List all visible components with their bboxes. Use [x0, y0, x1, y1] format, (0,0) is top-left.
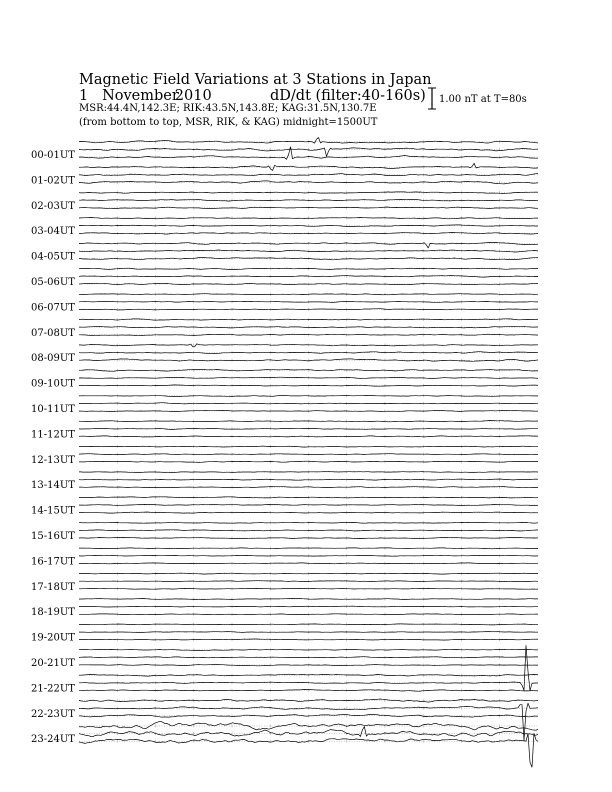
row-16-17UT	[31, 547, 538, 568]
row-label: 20-21UT	[31, 658, 75, 669]
scale-bar-label: 1.00 nT at T=80s	[439, 94, 527, 105]
chart-title: Magnetic Field Variations at 3 Stations in Japan	[79, 72, 432, 88]
row-06-07UT	[31, 293, 538, 314]
row-14-15UT	[31, 496, 538, 517]
row-label: 19-20UT	[31, 632, 75, 644]
station-coordinates: MSR:44.4N,142.3E; RIK:43.5N,143.8E; KAG:31.5N,130.7E	[79, 103, 377, 114]
rows-layer	[31, 138, 538, 768]
row-label: 16-17UT	[31, 556, 75, 568]
row-23-24UT	[31, 721, 538, 767]
row-label: 18-19UT	[31, 607, 75, 619]
row-01-02UT	[31, 163, 538, 186]
row-label: 01-02UT	[31, 175, 75, 187]
row-15-16UT	[31, 521, 538, 542]
row-label: 00-01UT	[31, 150, 75, 161]
row-07-08UT	[31, 318, 538, 339]
row-11-12UT	[31, 420, 538, 441]
trace-KAG	[79, 163, 538, 170]
row-label: 17-18UT	[31, 581, 75, 593]
row-label: 21-22UT	[31, 683, 75, 695]
row-02-03UT	[31, 191, 538, 212]
row-22-23UT	[31, 699, 538, 741]
row-label: 09-10UT	[31, 378, 75, 390]
row-21-22UT	[31, 646, 538, 695]
row-label: 13-14UT	[31, 480, 75, 492]
row-20-21UT	[31, 648, 538, 669]
row-label: 07-08UT	[31, 327, 75, 339]
date-year: 2010	[174, 88, 212, 104]
row-label: 22-23UT	[31, 708, 75, 720]
row-18-19UT	[31, 598, 538, 619]
scale-bar	[428, 88, 436, 109]
row-03-04UT	[31, 217, 538, 238]
row-label: 04-05UT	[31, 251, 75, 263]
row-label: 02-03UT	[31, 200, 75, 212]
row-05-06UT	[31, 267, 538, 288]
row-10-11UT	[31, 394, 538, 415]
row-08-09UT	[31, 344, 538, 365]
row-label: 06-07UT	[31, 302, 75, 314]
station-order-note: (from bottom to top, MSR, RIK, & KAG) midnight=1500UT	[79, 117, 378, 128]
row-label: 14-15UT	[31, 505, 75, 517]
row-label: 12-13UT	[31, 454, 75, 466]
row-04-05UT	[31, 242, 538, 263]
trace-MSR	[79, 733, 538, 767]
row-label: 15-16UT	[31, 531, 75, 542]
date-day: 1	[79, 88, 89, 104]
row-17-18UT	[31, 572, 538, 593]
row-label: 23-24UT	[31, 734, 75, 746]
row-19-20UT	[31, 623, 538, 644]
row-00-01UT	[31, 138, 538, 162]
row-label: 03-04UT	[31, 226, 75, 238]
chart-component: dD/dt (filter:40-160s)	[270, 88, 426, 104]
row-label: 05-06UT	[31, 277, 75, 288]
row-label: 11-12UT	[31, 429, 75, 441]
row-09-10UT	[31, 369, 538, 390]
row-13-14UT	[31, 471, 538, 492]
row-label: 10-11UT	[31, 404, 75, 415]
date-month: November	[102, 88, 179, 104]
row-12-13UT	[31, 445, 538, 466]
row-label: 08-09UT	[31, 353, 75, 365]
